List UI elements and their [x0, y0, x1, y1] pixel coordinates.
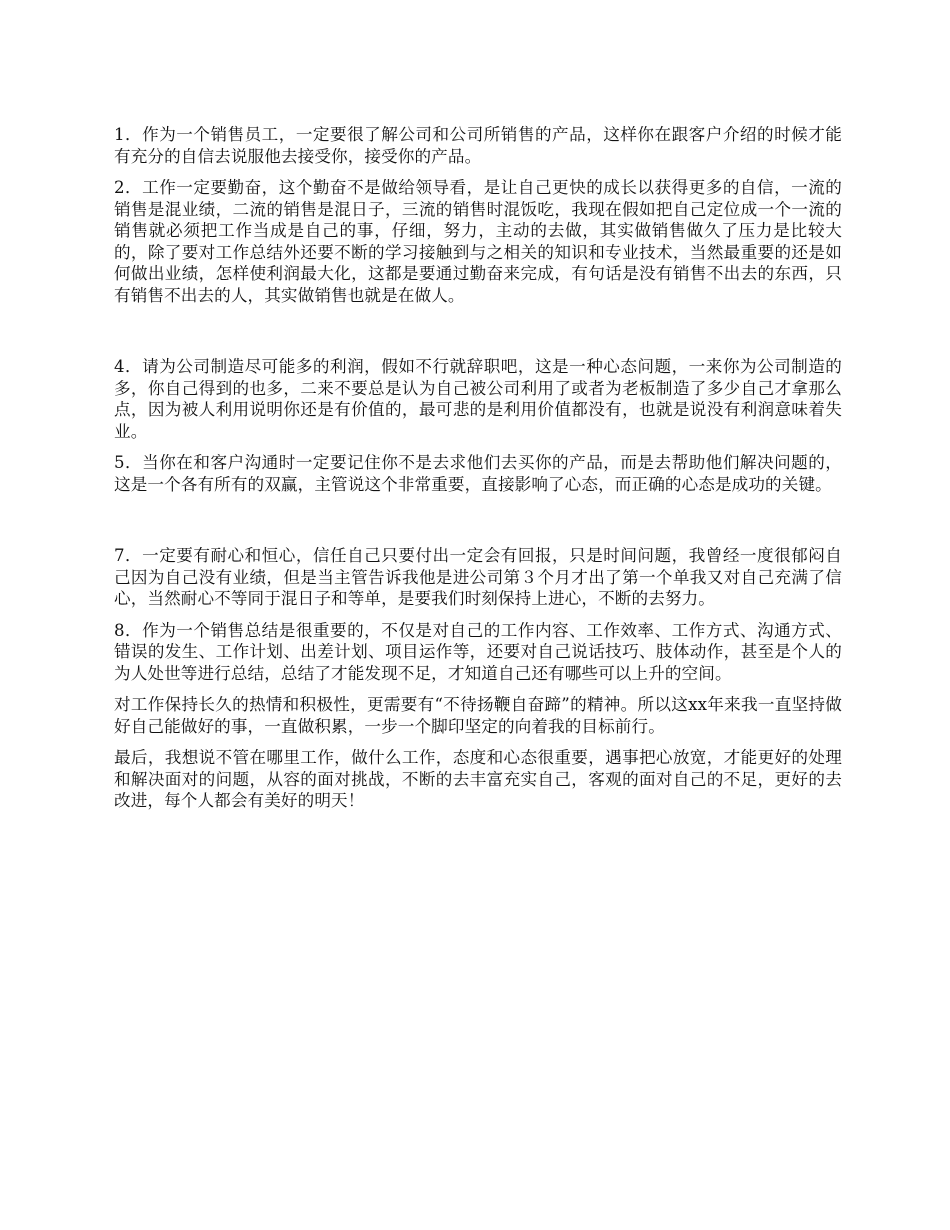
paragraph-7: 7．一定要有耐心和恒心，信任自己只要付出一定会有回报，只是时间问题，我曾经一度很郁闷自己因为自己没有业绩，但是当主管告诉我他是进公司第３个月才出了第一个单我又对自己充满了信心，当然耐心不等同于混日子和等单，是要我们时刻保持上进心，不断的去努力。 — [114, 546, 842, 608]
paragraph-gap — [114, 505, 842, 545]
paragraph-4: 4．请为公司制造尽可能多的利润，假如不行就辞职吧，这是一种心态问题，一来你为公司制造的多，你自己得到的也多，二来不要总是认为自己被公司利用了或者为老板制造了多少自己才拿那么点，因为被人利用说明你还是有价值的，最可悲的是利用价值都没有，也就是说没有利润意味着失业。 — [114, 357, 842, 441]
paragraph-5: 5．当你在和客户沟通时一定要记住你不是去求他们去买你的产品，而是去帮助他们解决问题的，这是一个各有所有的双赢，主管说这个非常重要，直接影响了心态，而正确的心态是成功的关键。 — [114, 453, 842, 494]
paragraph-8: 8．作为一个销售总结是很重要的，不仅是对自己的工作内容、工作效率、工作方式、沟通方式、错误的发生、工作计划、出差计划、项目运作等，还要对自己说话技巧、肢体动作，甚至是个人的为人处世等进行总结，总结了才能发现不足，才知道自己还有哪些可以上升的空间。 — [114, 620, 842, 683]
paragraph-2: 2．工作一定要勤奋，这个勤奋不是做给领导看，是让自己更快的成长以获得更多的自信，一流的销售是混业绩，二流的销售是混日子，三流的销售时混饭吃，我现在假如把自己定位成一个一流的销售就必须把工作当成是自己的事，仔细，努力，主动的去做，其实做销售做久了压力是比较大的，除了要对工作总结外还要不断的学习接触到与之相关的知识和专业技术，当然最重要的还是如何做出业绩，怎样使利润最大化，这都是要通过勤奋来完成，有句话是没有销售不出去的东西，只有销售不出去的人，其实做销售也就是在做人。 — [114, 178, 842, 305]
paragraph-gap — [114, 316, 842, 356]
paragraph-1: 1．作为一个销售员工，一定要很了解公司和公司所销售的产品，这样你在跟客户介绍的时候才能有充分的自信去说服他去接受你，接受你的产品。 — [114, 125, 842, 166]
paragraph-conclusion: 最后，我想说不管在哪里工作，做什么工作，态度和心态很重要，遇事把心放宽，才能更好的处理和解决面对的问题，从容的面对挑战，不断的去丰富充实自己，客观的面对自己的不足，更好的去改进，每个人都会有美好的明天！ — [114, 748, 842, 810]
paragraph-enthusiasm: 对工作保持长久的热情和积极性，更需要有“不待扬鞭自奋蹄”的精神。所以这xx年来我一直坚持做好自己能做好的事，一直做积累，一步一个脚印坚定的向着我的目标前行。 — [114, 695, 842, 736]
document-body — [114, 124, 842, 822]
